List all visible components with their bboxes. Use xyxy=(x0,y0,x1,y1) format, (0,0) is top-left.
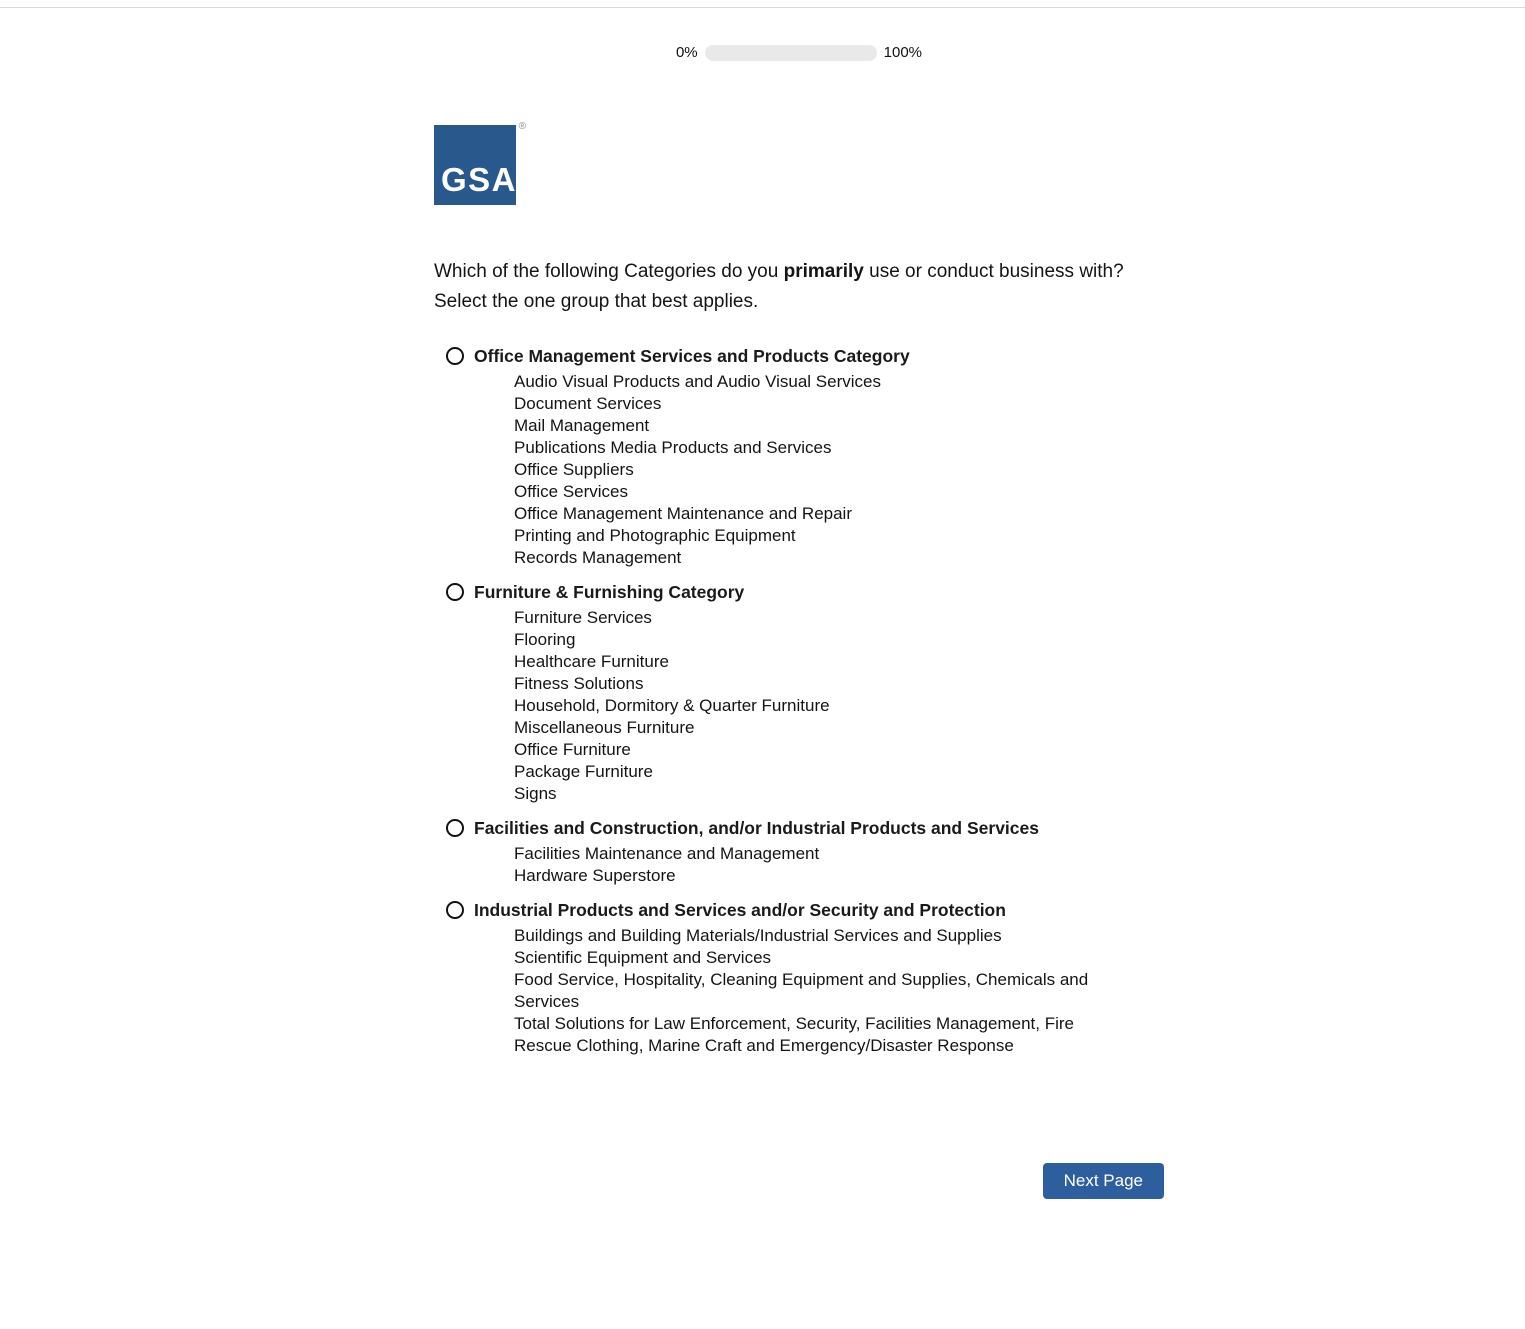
option-sublist xyxy=(514,371,1114,569)
option-subitem: Healthcare Furniture xyxy=(514,652,669,672)
option-subitem: Food Service, Hospitality, Cleaning Equipment and Supplies, Chemicals and Services xyxy=(514,970,1089,1012)
option-subitem: Facilities Maintenance and Management xyxy=(514,844,820,864)
option-sublist xyxy=(514,607,1114,805)
option-block xyxy=(434,345,1164,569)
option-subitem: Furniture Services xyxy=(514,608,652,628)
progress-track xyxy=(705,45,877,61)
option-subitem: Hardware Superstore xyxy=(514,866,676,886)
option-subitem: Mail Management xyxy=(514,416,650,436)
option-head xyxy=(446,581,1164,604)
option-radio-1[interactable] xyxy=(446,583,464,601)
option-subitem: Office Furniture xyxy=(514,740,631,760)
question-part2: use or conduct business with? Select the one group that best applies. xyxy=(434,261,1124,313)
option-block xyxy=(434,817,1164,887)
option-label[interactable]: Furniture & Furnishing Category xyxy=(474,582,745,603)
option-subitem: Office Suppliers xyxy=(514,460,634,480)
option-subitem: Document Services xyxy=(514,394,662,414)
registered-trademark-mark: ® xyxy=(518,121,526,132)
option-label[interactable]: Industrial Products and Services and/or Security and Protection xyxy=(474,900,1006,921)
option-subitem: Office Services xyxy=(514,482,629,502)
question-part1: Which of the following Categories do you xyxy=(434,261,784,282)
option-block xyxy=(434,581,1164,805)
option-subitem: Signs xyxy=(514,784,557,804)
option-subitem: Flooring xyxy=(514,630,576,650)
option-label[interactable]: Facilities and Construction, and/or Industrial Products and Services xyxy=(474,818,1039,839)
option-head xyxy=(446,345,1164,368)
question-text xyxy=(434,257,1126,317)
option-radio-2[interactable] xyxy=(446,819,464,837)
gsa-logo xyxy=(434,121,526,205)
progress-min-label: 0% xyxy=(675,44,698,61)
option-sublist xyxy=(514,843,1114,887)
next-page-button[interactable]: Next Page xyxy=(1043,1163,1164,1199)
option-sublist xyxy=(514,925,1114,1057)
option-head xyxy=(446,899,1164,922)
option-subitem: Fitness Solutions xyxy=(514,674,644,694)
question-bold-word: primarily xyxy=(783,261,864,282)
option-subitem: Office Management Maintenance and Repair xyxy=(514,504,852,524)
option-subitem: Audio Visual Products and Audio Visual Services xyxy=(514,372,881,392)
option-subitem: Records Management xyxy=(514,548,682,568)
option-radio-3[interactable] xyxy=(446,901,464,919)
gsa-logo-text: GSA xyxy=(441,161,518,198)
option-subitem: Printing and Photographic Equipment xyxy=(514,526,796,546)
button-row xyxy=(434,1163,1164,1199)
top-divider xyxy=(0,0,1525,8)
option-subitem: Publications Media Products and Services xyxy=(514,438,832,458)
progress-max-label: 100% xyxy=(883,44,923,61)
option-subitem: Scientific Equipment and Services xyxy=(514,948,772,968)
content-column xyxy=(434,44,1164,1329)
progress-bar-row xyxy=(434,44,1164,61)
options-list xyxy=(434,345,1164,1057)
option-subitem: Buildings and Building Materials/Industrial Services and Supplies xyxy=(514,926,1002,946)
option-label[interactable]: Office Management Services and Products Category xyxy=(474,346,910,367)
option-subitem: Total Solutions for Law Enforcement, Security, Facilities Management, Fire Rescue Clothing, Marine Craft and Emergency/Disaster Response xyxy=(514,1014,1074,1056)
option-subitem: Household, Dormitory & Quarter Furniture xyxy=(514,696,830,716)
option-subitem: Package Furniture xyxy=(514,762,653,782)
gsa-logo-square xyxy=(434,125,516,205)
option-subitem: Miscellaneous Furniture xyxy=(514,718,695,738)
option-block xyxy=(434,899,1164,1057)
option-head xyxy=(446,817,1164,840)
option-radio-0[interactable] xyxy=(446,347,464,365)
